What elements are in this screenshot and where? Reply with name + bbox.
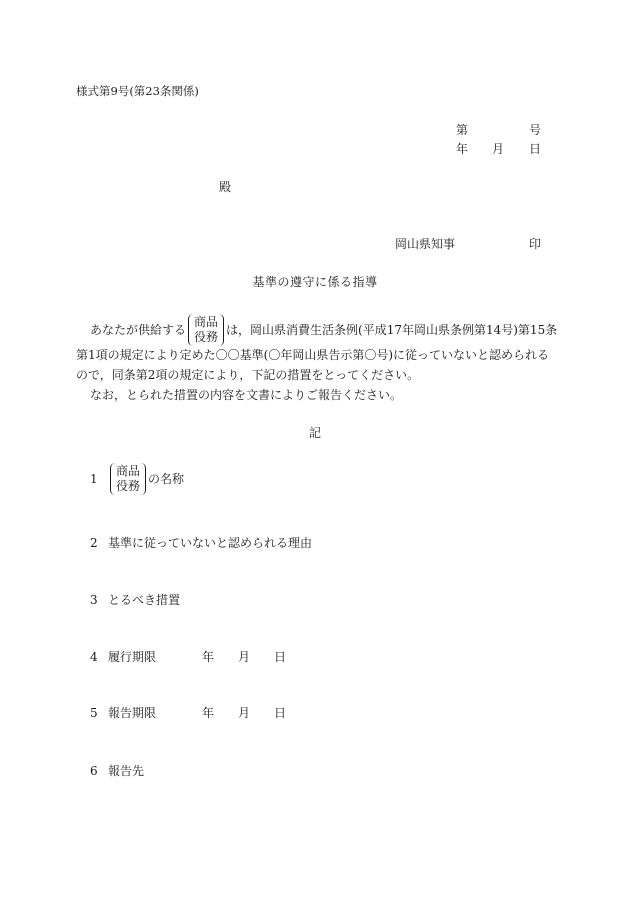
- bracket-top-text: 商品: [194, 315, 219, 329]
- item-label: 基準に従っていないと認められる理由: [108, 536, 313, 550]
- addressee-suffix: 殿: [219, 180, 232, 194]
- body-line1-pre: あなたが供給する: [90, 323, 187, 337]
- item-number: 6: [90, 764, 98, 778]
- date-year-label: 年: [456, 142, 469, 156]
- date-month-label: 月: [492, 142, 505, 156]
- item-label: 履行期限: [108, 650, 157, 664]
- item-label: とるべき措置: [108, 593, 181, 607]
- bracket-bottom-text: 役務: [116, 479, 141, 493]
- item-report-recipient: [90, 765, 144, 777]
- bracket-bottom-text: 役務: [194, 330, 219, 344]
- goods-services-bracket: [188, 314, 224, 346]
- deadline-month-label: 月: [238, 650, 251, 664]
- deadline-year-label: 年: [202, 650, 215, 664]
- item-report-deadline: [90, 707, 310, 719]
- date-day-label: 日: [529, 142, 542, 156]
- item-compliance-deadline: [90, 651, 310, 663]
- body-paragraph-line-4: なお，とられた措置の内容を文書によりご報告ください。: [90, 388, 403, 402]
- item-reason: [90, 537, 312, 549]
- item-number: 3: [90, 593, 98, 607]
- item-number: 1: [90, 472, 98, 486]
- document-number-prefix: 第: [456, 123, 469, 137]
- item-measures: [90, 594, 180, 606]
- seal-mark: 印: [529, 237, 542, 251]
- item-number: 5: [90, 706, 98, 720]
- form-number: 様式第9号(第23条関係): [76, 84, 199, 98]
- document-title: 基準の遵守に係る指導: [252, 275, 378, 289]
- bracket-top-text: 商品: [116, 464, 141, 478]
- body-paragraph-line-3: ので，同条第2項の規定により，下記の措置をとってください。: [76, 368, 420, 382]
- issuer-name: 岡山県知事: [395, 237, 456, 251]
- report-month-label: 月: [238, 706, 251, 720]
- report-year-label: 年: [202, 706, 215, 720]
- item-goods-name: [90, 463, 184, 495]
- item-number: 2: [90, 536, 98, 550]
- item-label: 報告期限: [108, 706, 157, 720]
- report-day-label: 日: [274, 706, 287, 720]
- item-label: 報告先: [108, 764, 145, 778]
- body-line1-post: は，岡山県消費生活条例(平成17年岡山県条例第14号)第15条: [226, 323, 558, 337]
- deadline-day-label: 日: [274, 650, 287, 664]
- document-number-suffix: 号: [529, 123, 542, 137]
- ki-heading: 記: [308, 426, 321, 440]
- body-paragraph-line-1: [90, 314, 557, 346]
- item-number: 4: [90, 650, 98, 664]
- item-label: の名称: [148, 472, 185, 486]
- body-paragraph-line-2: 第1項の規定により定めた〇〇基準(〇年岡山県告示第〇号)に従っていないと認められる: [76, 348, 550, 362]
- goods-services-bracket: [110, 463, 146, 495]
